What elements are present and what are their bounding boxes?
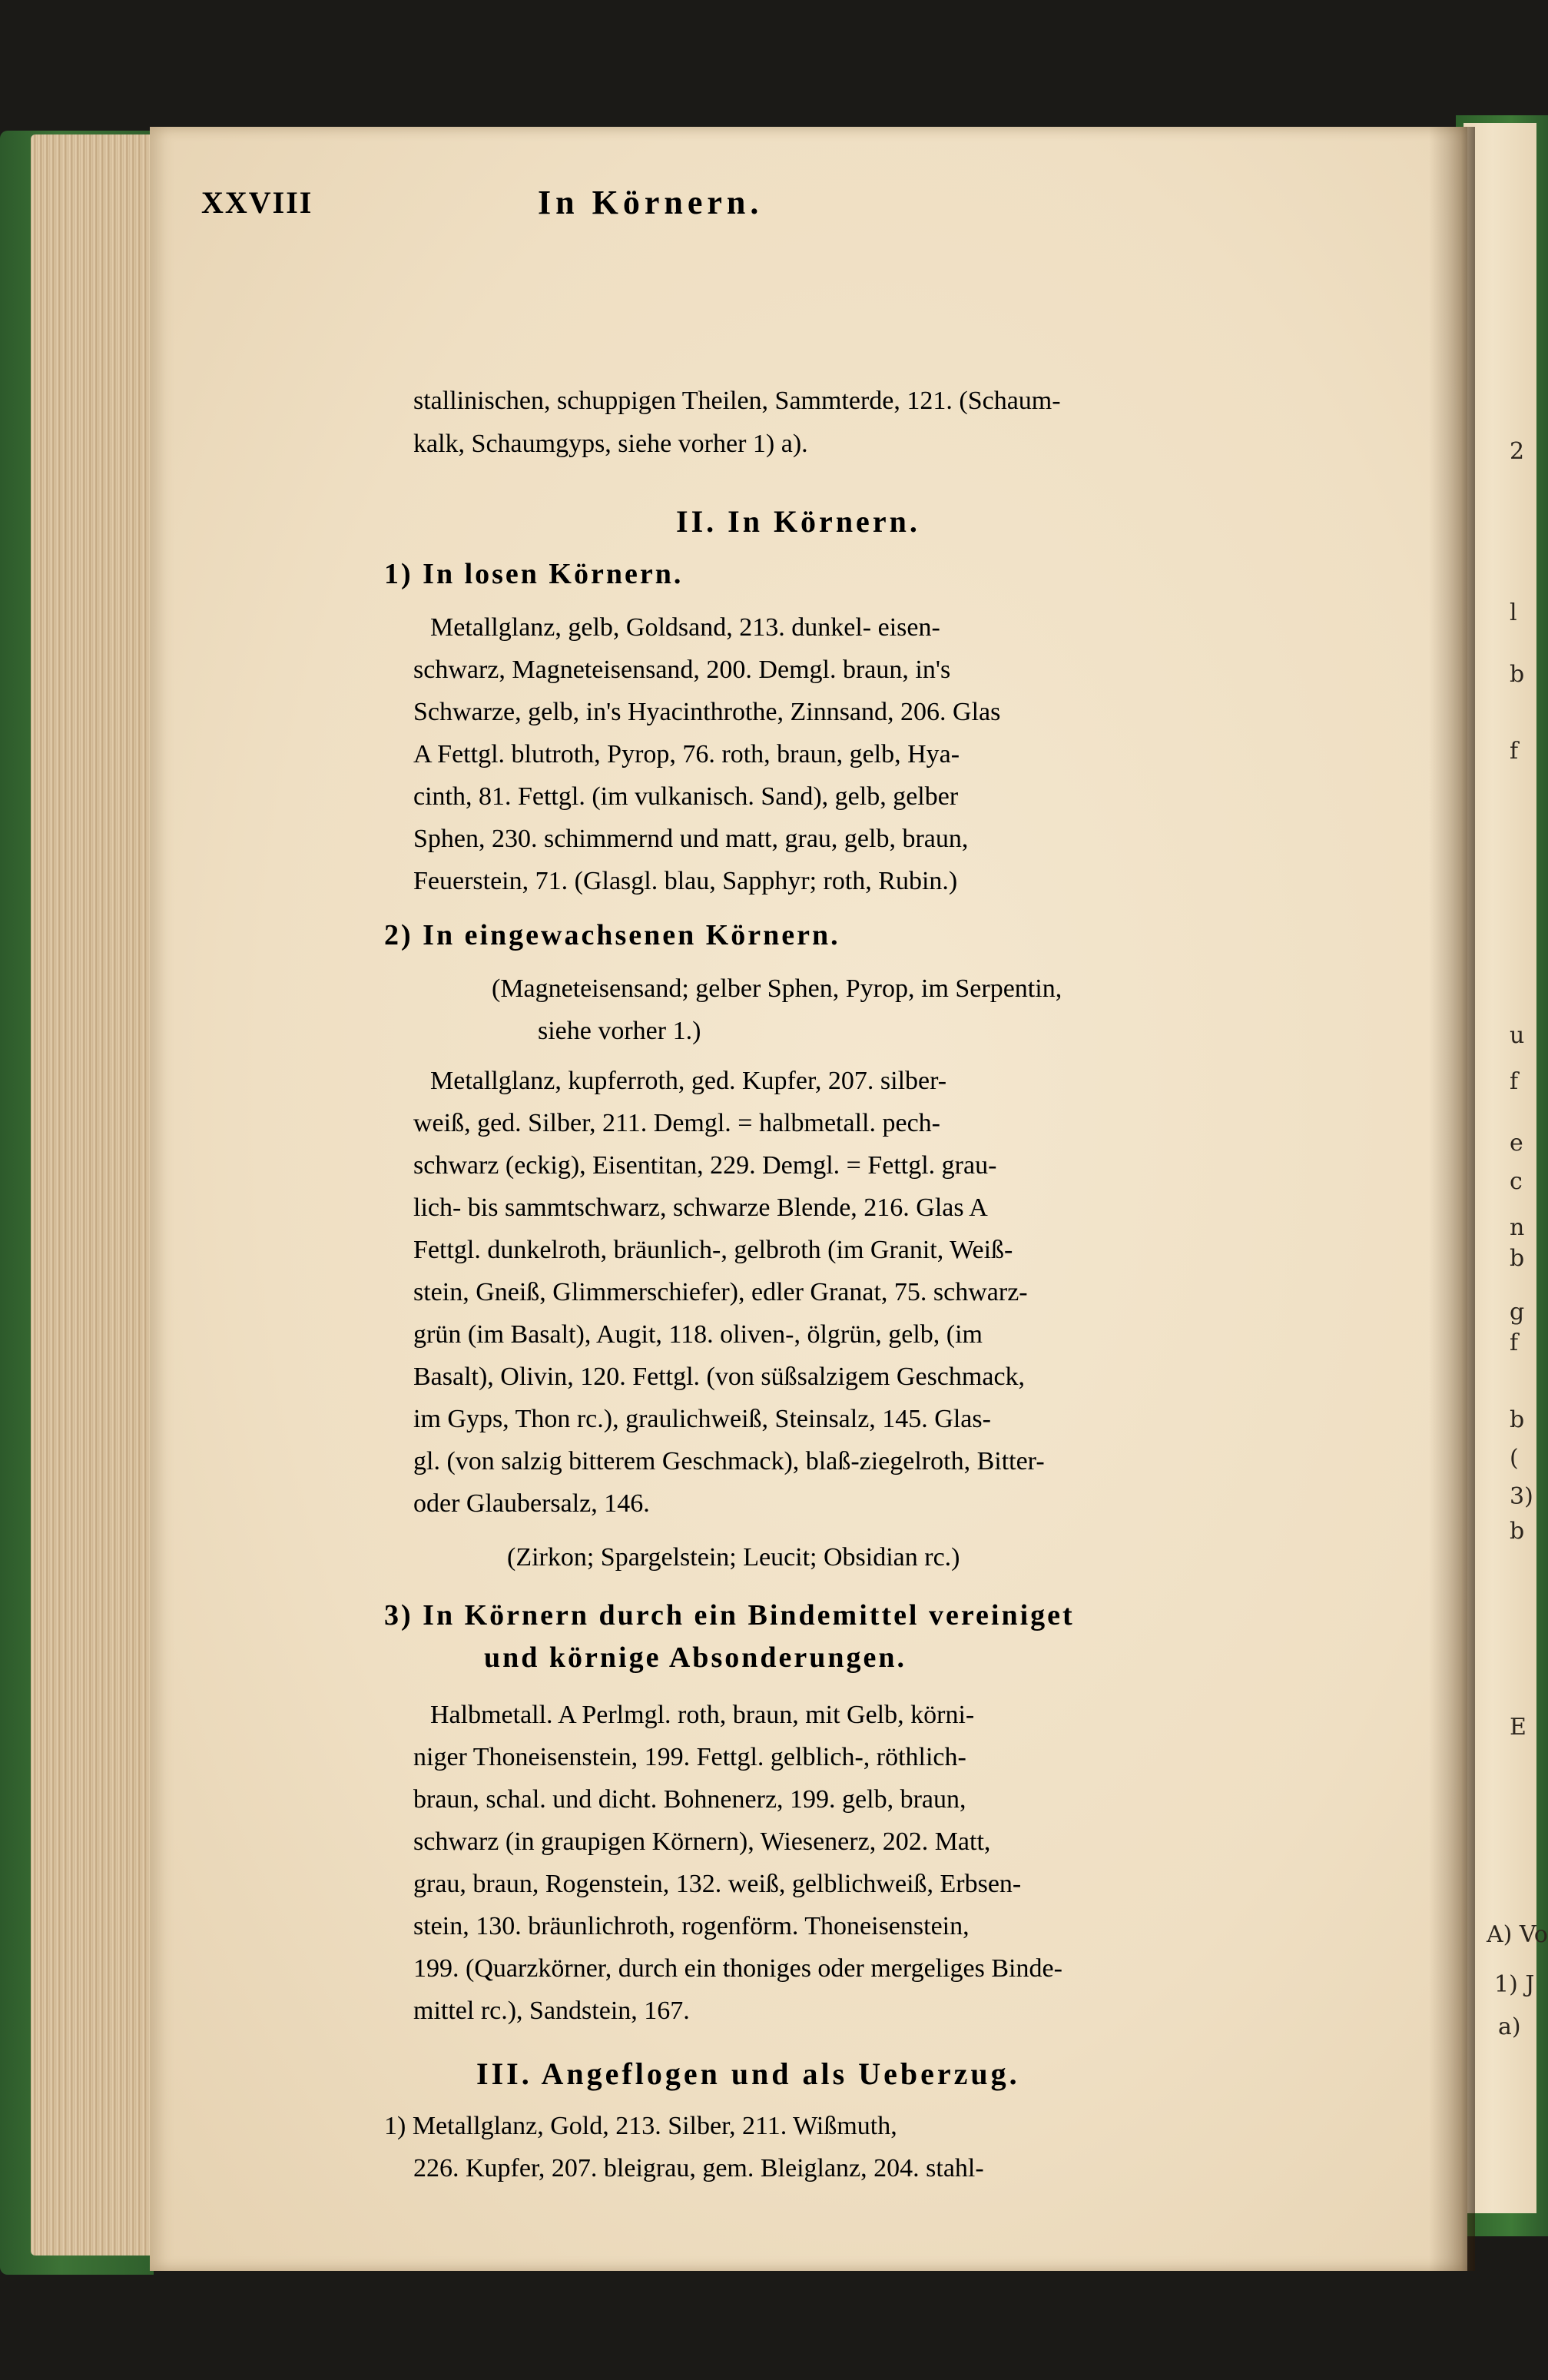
text-line: weiß, ged. Silber, 211. Demgl. = halbmetall. pech- [413,1109,940,1137]
subsection-heading: 2) In eingewachsenen Körnern. [384,919,840,951]
text-line: siehe vorher 1.) [538,1017,701,1045]
text-line: schwarz (in graupigen Körnern), Wiesenerz, 202. Matt, [413,1827,991,1856]
section-heading: II. In Körnern. [676,504,920,539]
text-line: A Fettgl. blutroth, Pyrop, 76. roth, braun, gelb, Hya- [413,740,960,768]
section-heading: III. Angeflogen und als Ueberzug. [476,2056,1020,2091]
text-line: schwarz, Magneteisensand, 200. Demgl. braun, in's [413,656,951,684]
facing-page-glyph: f [1510,738,1519,765]
text-line: braun, schal. und dicht. Bohnenerz, 199. gelb, braun, [413,1785,966,1814]
facing-page-glyph: f [1510,1068,1519,1095]
text-line: schwarz (eckig), Eisentitan, 229. Demgl. = Fettgl. grau- [413,1151,997,1180]
facing-page-glyph: g [1510,1299,1525,1326]
text-line: grün (im Basalt), Augit, 118. oliven-, ölgrün, gelb, (im [413,1320,983,1349]
facing-page-glyph: 3) [1510,1483,1533,1510]
text-line: stein, 130. bräunlichroth, rogenförm. Thoneisenstein, [413,1912,970,1940]
text-line: stallinischen, schuppigen Theilen, Sammterde, 121. (Schaum- [413,387,1061,415]
facing-page-glyph: a) [1498,2013,1521,2040]
text-line: (Zirkon; Spargelstein; Leucit; Obsidian rc.) [507,1543,960,1572]
facing-page-glyph: b [1510,1518,1525,1545]
facing-page-glyph: b [1510,1406,1525,1433]
facing-page-glyph: 1) J [1494,1971,1535,1998]
facing-page-glyph: u [1510,1022,1525,1049]
text-line: (Magneteisensand; gelber Sphen, Pyrop, im Serpentin, [492,974,1062,1003]
text-line: Basalt), Olivin, 120. Fettgl. (von süßsalzigem Geschmack, [413,1363,1026,1391]
text-line: 226. Kupfer, 207. bleigrau, gem. Bleiglanz, 204. stahl- [413,2154,984,2182]
text-line: Metallglanz, kupferroth, ged. Kupfer, 207. silber- [430,1067,947,1095]
facing-page-glyph: 2 [1510,438,1525,465]
facing-page-glyph: ( [1510,1445,1519,1472]
text-line: 1) Metallglanz, Gold, 213. Silber, 211. Wißmuth, [384,2112,897,2140]
text-line: niger Thoneisenstein, 199. Fettgl. gelblich-, röthlich- [413,1743,966,1771]
text-line: lich- bis sammtschwarz, schwarze Blende, 216. Glas A [413,1193,988,1222]
page-stack [31,134,154,2256]
facing-page-glyph: e [1510,1130,1523,1157]
facing-page-glyph: E [1510,1714,1526,1741]
text-line: stein, Gneiß, Glimmerschiefer), edler Granat, 75. schwarz- [413,1278,1028,1306]
text-line: cinth, 81. Fettgl. (im vulkanisch. Sand), gelb, gelber [413,782,959,811]
text-line: gl. (von salzig bitterem Geschmack), blaß-ziegelroth, Bitter- [413,1447,1045,1475]
text-line: Halbmetall. A Perlmgl. roth, braun, mit Gelb, körni- [430,1701,975,1729]
facing-page-glyph: b [1510,661,1525,688]
subsection-heading: 1) In losen Körnern. [384,558,684,590]
text-line: 199. (Quarzkörner, durch ein thoniges oder mergeliges Binde- [413,1954,1062,1983]
text-line: im Gyps, Thon rc.), graulichweiß, Steinsalz, 145. Glas- [413,1405,991,1433]
text-line: kalk, Schaumgyps, siehe vorher 1) a). [413,430,808,458]
page-number: XXVIII [201,185,313,220]
text-line: Feuerstein, 71. (Glasgl. blau, Sapphyr; roth, Rubin.) [413,867,958,895]
facing-page-glyph: c [1510,1168,1523,1195]
text-line: Schwarze, gelb, in's Hyacinthrothe, Zinnsand, 206. Glas [413,698,1001,726]
page-gutter [1429,127,1475,2271]
text-line: grau, braun, Rogenstein, 132. weiß, gelblichweiß, Erbsen- [413,1870,1022,1898]
text-line: oder Glaubersalz, 146. [413,1489,650,1518]
facing-page-glyph: A) Vo [1487,1921,1548,1948]
facing-page-glyph: n [1510,1214,1525,1241]
text-line: Sphen, 230. schimmernd und matt, grau, gelb, braun, [413,825,969,853]
facing-page-glyph: l [1510,599,1517,626]
subsection-heading: und körnige Absonderungen. [484,1641,907,1674]
running-title: In Körnern. [538,184,764,221]
subsection-heading: 3) In Körnern durch ein Bindemittel vereiniget [384,1599,1075,1631]
facing-page-glyph: b [1510,1245,1525,1272]
text-line: Metallglanz, gelb, Goldsand, 213. dunkel- eisen- [430,613,940,642]
facing-page-glyph: f [1510,1329,1519,1356]
text-line: Fettgl. dunkelroth, bräunlich-, gelbroth (im Granit, Weiß- [413,1236,1013,1264]
text-line: mittel rc.), Sandstein, 167. [413,1997,690,2025]
